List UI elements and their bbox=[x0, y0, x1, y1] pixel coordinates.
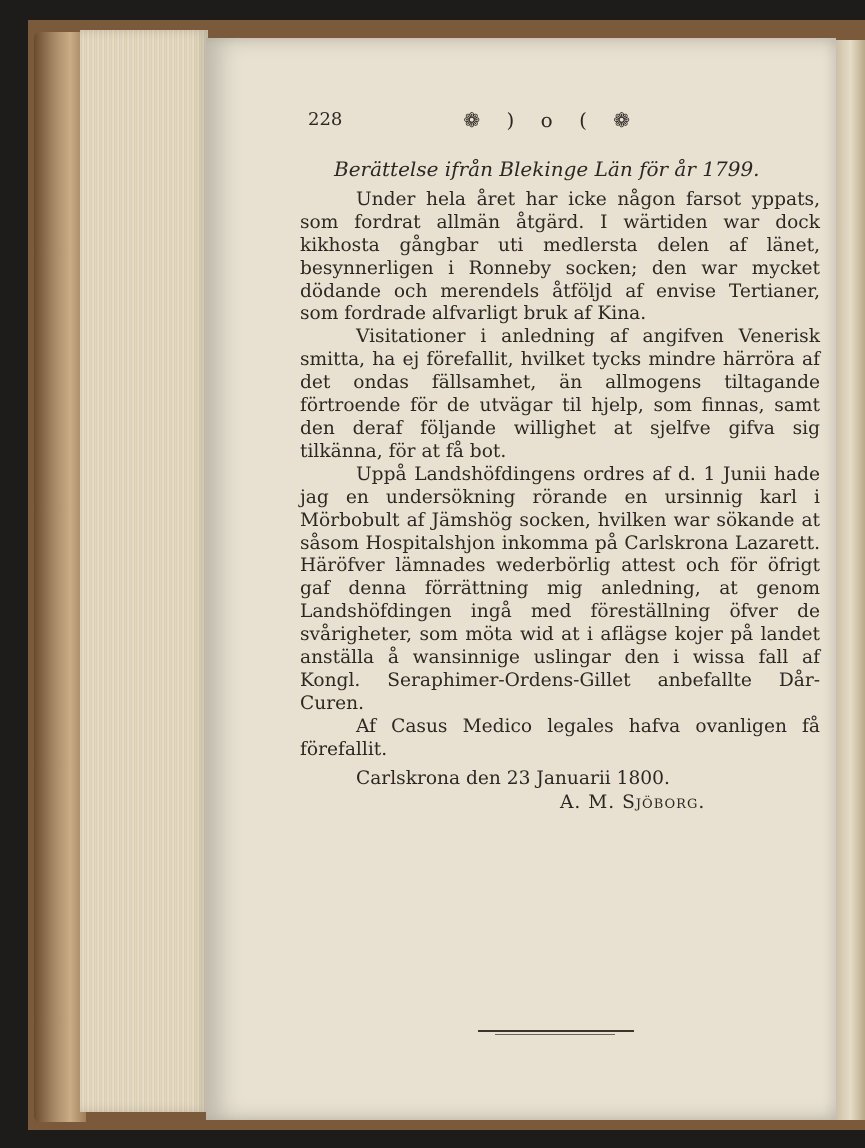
paragraph-1: Under hela året har icke någon farsot yppats, som fordrat allmän åtgärd. I wärtiden war dock kikhosta gångbar uti medlersta delen af länet, besynnerligen i Ronneby socken; den war mycket dödande och merendels åtföljd af envise Tertianer, som fordrade alfvarligt bruk af Kina. bbox=[300, 188, 820, 325]
book-cover-left bbox=[34, 32, 86, 1122]
closing-rule bbox=[478, 1030, 634, 1032]
book-cover-right bbox=[836, 40, 865, 1120]
running-header bbox=[300, 100, 820, 140]
page-text bbox=[300, 100, 820, 815]
signature: A. M. Sjöborg. bbox=[560, 792, 706, 814]
date-line: Carlskrona den 23 Januarii 1800. bbox=[356, 767, 670, 789]
paragraph-2: Visitationer i anledning af angifven Venerisk smitta, ha ej förefallit, hvilket tycks mindre härröra af det ondas fällsamhet, än allmogens tiltagande förtroende för de utvägar til hjelp, som finnas, samt den deraf följande willighet at sjelfve gifva sig tilkänna, för at få bot. bbox=[300, 326, 820, 462]
section-title: Berättelse ifrån Blekinge Län för år 1799. bbox=[334, 157, 760, 181]
page-edges bbox=[80, 30, 208, 1112]
paragraph-4: Af Casus Medico legales hafva ovanligen få förefallit. bbox=[300, 715, 820, 760]
closing-rule-thin bbox=[495, 1034, 615, 1035]
paragraph-3: Uppå Landshöfdingens ordres af d. 1 Junii hade jag en undersökning rörande en ursinnig karl i Mörbobult af Jämshög socken, hvilken war sökande at såsom Hospitalshjon inkomma på Carlskrona Lazarett. Häröfver lämnades wederbörlig attest och för öfrigt gaf denna förrättning mig anledning, at genom Landshöfdingen ingå med föreställning öfver de svårigheter, som möta wid at i aflägse kojer på landet anställa å wansinnige uslingar den i wissa fall af Kongl. Seraphimer-Ordens-Gillet anbefallte Dår-Curen. bbox=[300, 463, 820, 714]
page-number: 228 bbox=[308, 108, 343, 130]
header-ornament: ❁ ) o ( ❁ bbox=[463, 107, 640, 132]
